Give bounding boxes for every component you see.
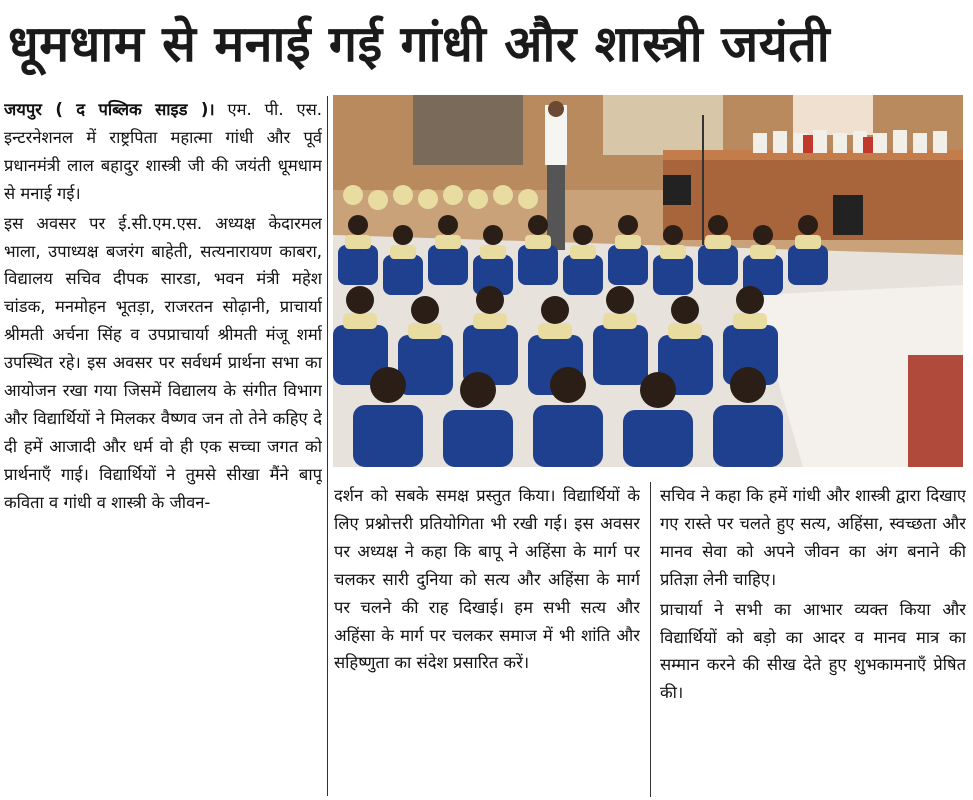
- column-divider: [327, 96, 328, 796]
- paragraph: सचिव ने कहा कि हमें गांधी और शास्त्री द्वारा दिखाए गए रास्ते पर चलते हुए सत्य, अहिंसा, स्वच्छता और मानव सेवा को अपने जीवन का अंग बनाने की प्रतिज्ञा लेनी चाहिए।: [660, 486, 966, 589]
- article-column-middle: [334, 482, 640, 797]
- paragraph: प्राचार्या ने सभी का आभार व्यक्त किया और विद्यार्थियों को बड़ो का आदर व मानव मात्र का सम्मान करने की सीख देते हुए शुभकामनाएँ प्रेषित की।: [660, 599, 966, 703]
- paragraph: [4, 96, 322, 208]
- article-column-left: [4, 96, 322, 796]
- dateline: जयपुर ( द पब्लिक साइड )।: [4, 100, 215, 119]
- paragraph-text: एम. पी. एस. इन्टरनेशनल में राष्ट्रपिता महात्मा गांधी और पूर्व प्रधानमंत्री लाल बहादुर शास्त्री जी की जयंती धूमधाम से मनाई गई।: [4, 100, 322, 203]
- paragraph: इस अवसर पर ई.सी.एम.एस. अध्यक्ष केदारमल भाला, उपाध्यक्ष बजरंग बाहेती, सत्यनारायण काबरा, विद्यालय सचिव दीपक सारडा, भवन मंत्री महेश चांडक, मनमोहन भूतड़ा, राजरतन सोढ़ानी, प्राचार्या श्रीमती अर्चना सिंह व उपप्राचार्या श्रीमती मंजू शर्मा उपस्थित रहे। इस अवसर पर सर्वधर्म प्रार्थना सभा का आयोजन रखा गया जिसमें विद्यालय के संगीत विभाग और विद्यार्थियों ने मिलकर वैष्णव जन तो तेने कहिए दे दी हमें आजादी और धर्म वो ही एक सच्चा जगत को प्रार्थनाएँ गाई। विद्यार्थियों ने तुमसे सीखा मैंने बापू कविता व गांधी व शास्त्री के जीवन-: [4, 213, 322, 512]
- event-photo: [333, 95, 963, 467]
- paragraph: दर्शन को सबके समक्ष प्रस्तुत किया। विद्यार्थियों के लिए प्रश्नोत्तरी प्रतियोगिता भी रखी गई। इस अवसर पर अध्यक्ष ने कहा कि बापू ने अहिंसा के मार्ग पर चलकर सारी दुनिया को सत्य और अहिंसा के मार्ग पर चलने की राह दिखाई। हम सभी सत्य और अहिंसा के मार्ग पर चलकर समाज में भी शांति और सहिष्णुता का संदेश प्रसारित करें।: [334, 486, 640, 673]
- article-column-right: [660, 482, 966, 797]
- headline: धूमधाम से मनाई गई गांधी और शास्त्री जयंती: [8, 15, 831, 73]
- students-in-hall-photo: [333, 95, 963, 467]
- column-divider: [650, 482, 651, 797]
